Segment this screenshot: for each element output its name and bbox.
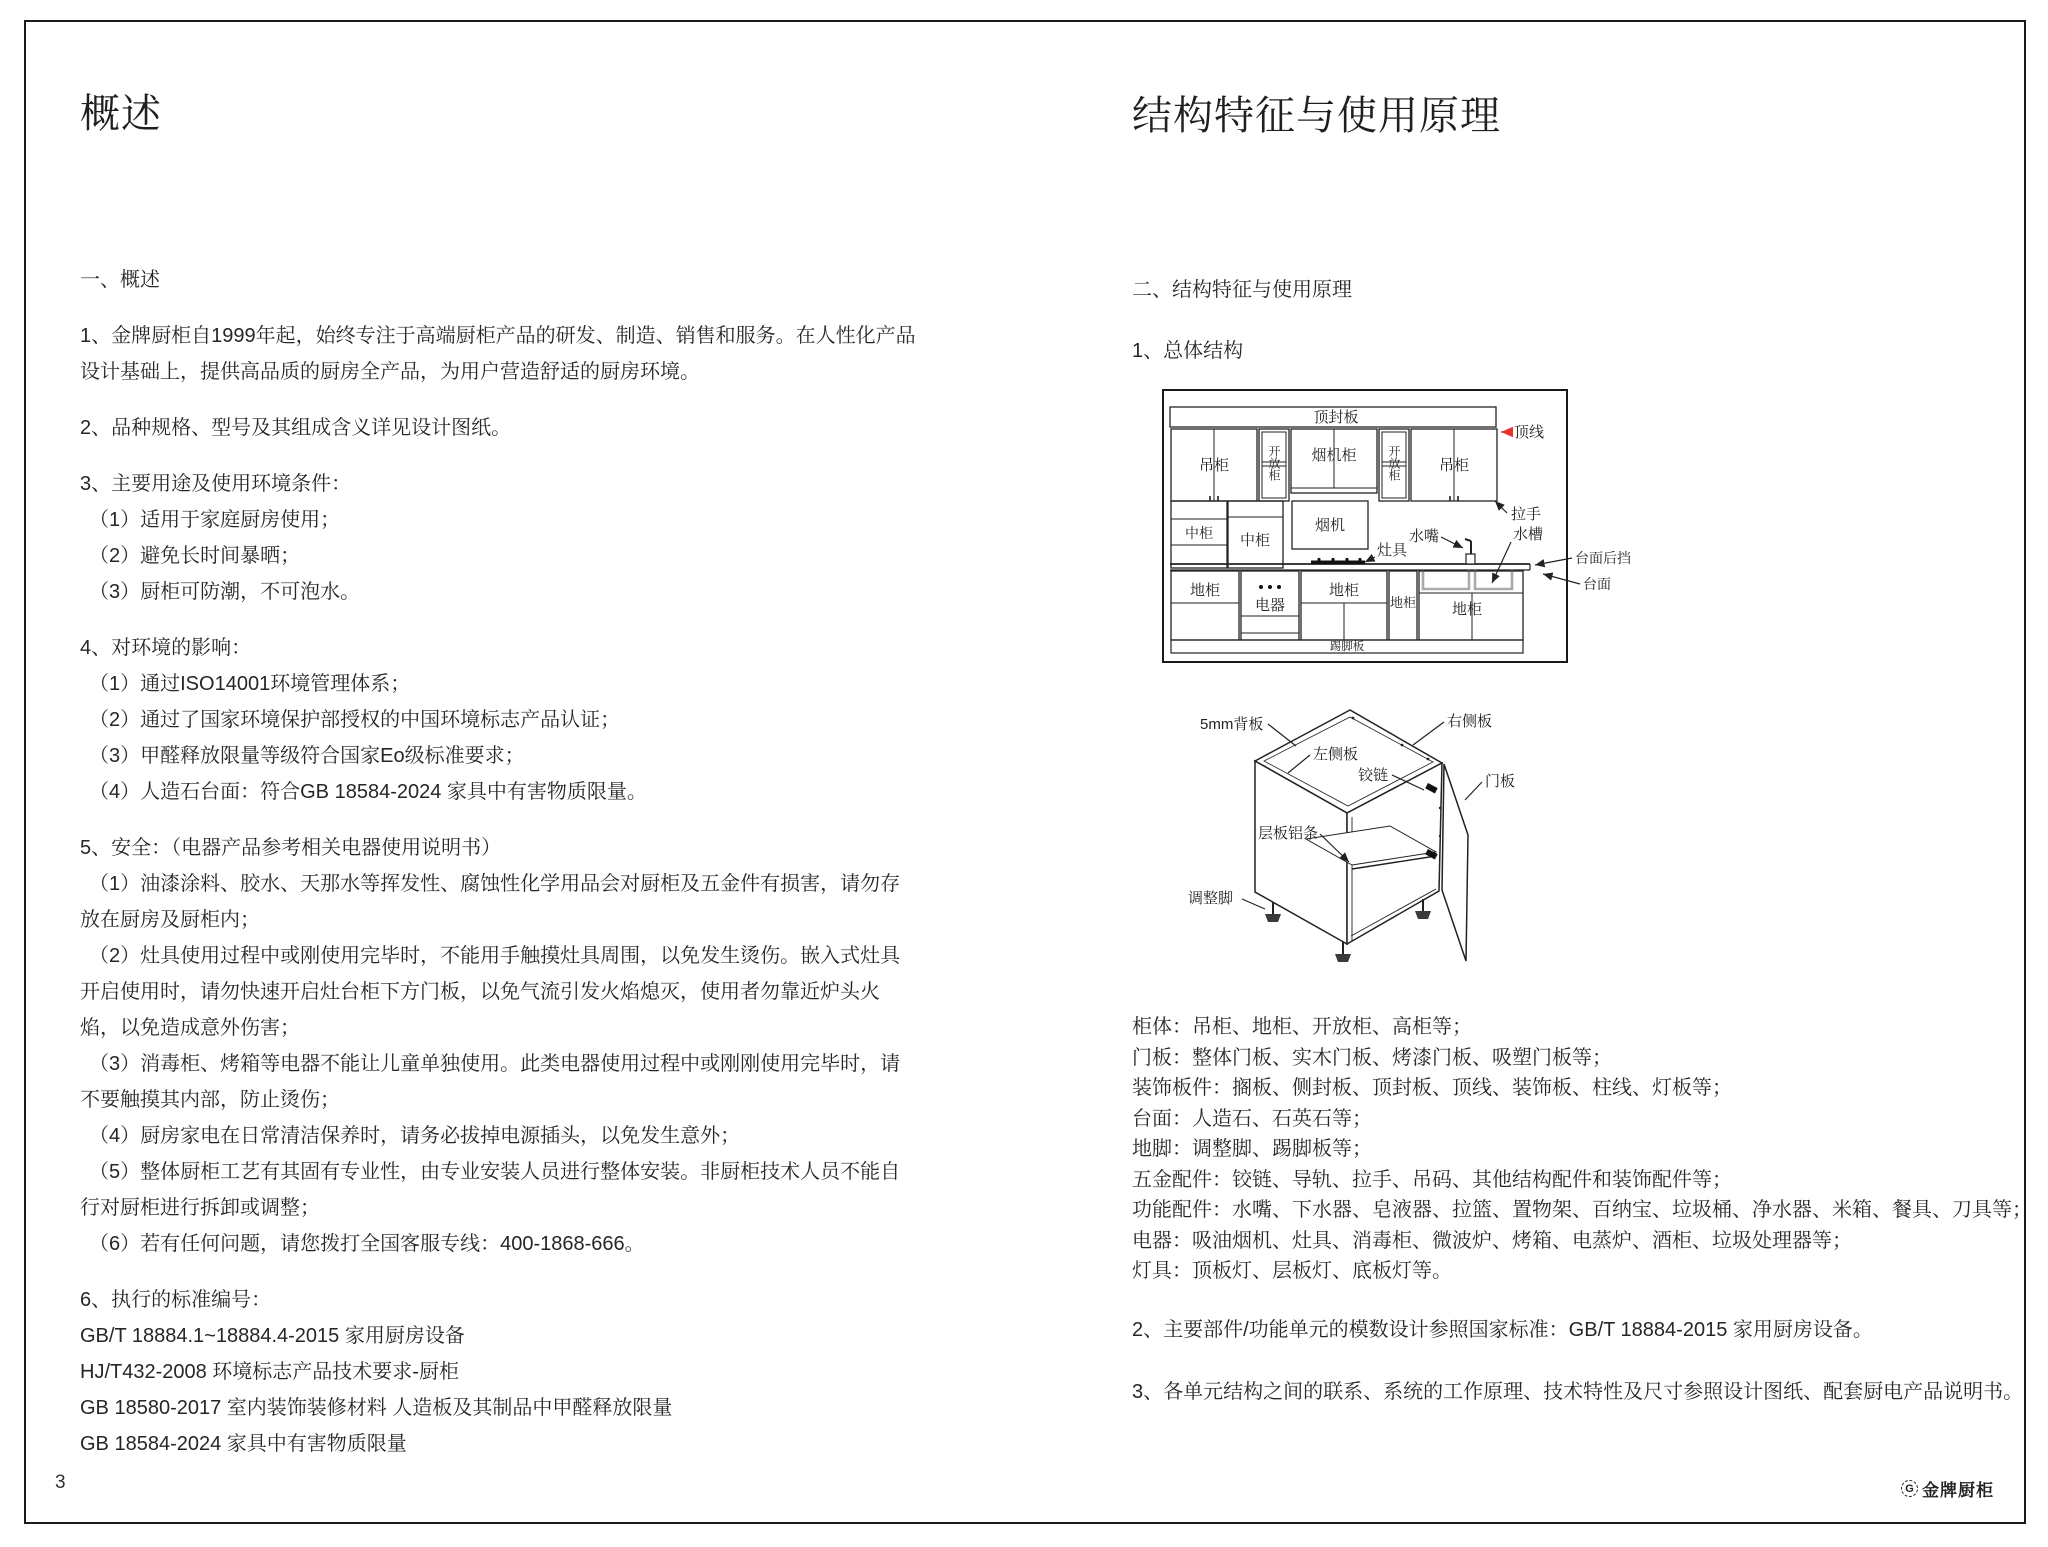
paragraph-block [80,830,918,1262]
paragraph-line: （2）灶具使用过程中或刚使用完毕时，不能用手触摸灶具周围，以免发生烫伤。嵌入式灶具开启使用时，请勿快速开启灶台柜下方门板，以免气流引发火焰熄灭，使用者勿靠近炉头火焰，以免造成意外伤害； [80,945,901,1039]
paragraph-line: （2）通过了国家环境保护部授权的中国环境标志产品认证； [89,709,621,731]
page-title-structure: 结构特征与使用原理 [1132,94,1501,138]
subsection-heading: 1、总体结构 [1132,340,1244,362]
label-faucet: 水嘴 [1408,528,1439,545]
paragraph-block [80,630,918,810]
label-cooktop: 灶具 [1377,542,1408,559]
brand-logo [1901,1476,1994,1501]
standard-line: GB/T 18884.1~18884.4-2015 家用厨房设备 [80,1325,465,1347]
label-shelf-strip: 层板铝条 [1258,825,1319,842]
component-line: 电器：吸油烟机、灶具、消毒柜、微波炉、烤箱、电蒸炉、酒柜、垃圾处理器等； [1132,1229,1852,1252]
section-heading: 一、概述 [80,269,160,291]
components-list [1132,1012,2032,1287]
component-line: 装饰板件：搁板、侧封板、顶封板、顶线、装饰板、柱线、灯板等； [1132,1077,1732,1099]
paragraph-line: 1、金牌厨柜自1999年起，始终专注于高端厨柜产品的研发、制造、销售和服务。在人性化产品设计基础上，提供高品质的厨房全产品，为用户营造舒适的厨房环境。 [80,325,916,383]
label-top-panel: 顶封板 [1313,409,1359,426]
label-base-cabinet-4: 地柜 [1451,601,1483,618]
standard-line: HJ/T432-2008 环境标志产品技术要求-厨柜 [80,1361,459,1383]
label-handle: 拉手 [1511,506,1542,523]
label-hood-cabinet: 烟机柜 [1311,447,1357,464]
elevation-frame [1163,390,1567,662]
paragraph-block [80,410,918,446]
label-hinge: 铰链 [1358,767,1389,784]
paragraph-line: （5）整体厨柜工艺有其固有专业性，由专业安装人员进行整体安装。非厨柜技术人员不能自行对厨柜进行拆卸或调整； [80,1161,901,1219]
paragraph-line: （4）人造石台面：符合GB 18584-2024 家具中有害物质限量。 [89,781,647,803]
paragraph-line: 6、执行的标准编号： [80,1289,272,1311]
label-base-cabinet-2: 地柜 [1328,582,1360,599]
section-heading: 二、结构特征与使用原理 [1132,279,1352,301]
component-line: 门板：整体门板、实木门板、烤漆门板、吸塑门板等； [1132,1046,1612,1069]
label-appliance: 电器 [1254,597,1286,614]
label-base-cabinet-1: 地柜 [1189,582,1221,599]
label-top-line: 顶线 [1514,424,1545,441]
left-column-body [80,262,918,1462]
paragraph-line: （6）若有任何问题，请您拨打全国客服专线：400-1868-666。 [89,1233,645,1255]
paragraph-line: 2、品种规格、型号及其组成含义详见设计图纸。 [80,417,512,439]
brand-g-icon: G [1901,1480,1918,1497]
label-back-panel: 5mm背板 [1200,716,1264,733]
paragraph-block [80,1282,918,1462]
component-line: 柜体：吊柜、地柜、开放柜、高柜等； [1132,1016,1472,1038]
label-adjust-foot: 调整脚 [1188,890,1234,907]
right-column [1132,90,2032,1407]
paragraph-line: （4）厨房家电在日常清洁保养时，请务必拔掉电源插头，以免发生意外； [89,1125,741,1147]
component-line: 地脚：调整脚、踢脚板等； [1132,1138,1372,1160]
paragraph-line: 5、安全：（电器产品参考相关电器使用说明书） [80,837,502,859]
elevation-diagram-wrap [1161,388,2032,679]
label-wall-cabinet-left: 吊柜 [1198,457,1230,474]
paragraph-line: 3、主要用途及使用环境条件： [80,473,352,495]
label-kick-board: 踢脚板 [1329,641,1365,653]
brand-name: 金牌厨柜 [1922,1481,1994,1500]
paragraph-line: （1）油漆涂料、胶水、天那水等挥发性、腐蚀性化学用品会对厨柜及五金件有损害，请勿存放在厨房及厨柜内； [80,873,901,931]
label-mid-cabinet-right: 中柜 [1239,532,1271,549]
cabinet-3d-wrap [1150,693,2032,998]
paragraph-line: 4、对环境的影响： [80,637,252,659]
standard-line: GB 18580-2017 室内装饰装修材料 人造板及其制品中甲醛释放限量 [80,1397,673,1419]
component-line: 灯具：顶板灯、层板灯、底板灯等。 [1132,1260,1452,1282]
paragraph-line: （3）厨柜可防潮，不可泡水。 [89,581,361,603]
left-column [80,88,918,1482]
component-line: 台面：人造石、石英石等； [1132,1107,1372,1130]
label-mid-cabinet-left: 中柜 [1185,525,1213,541]
paragraph-line: （3）甲醛释放限量等级符合国家Eo级标准要求； [89,745,525,767]
paragraph-line: 3、各单元结构之间的联系、系统的工作原理、技术特性及尺寸参照设计图纸、配套厨电产品说明书。 [1132,1380,2024,1403]
page-title-overview: 概述 [80,92,162,136]
label-hood: 烟机 [1314,517,1346,534]
label-door-panel: 门板 [1485,773,1516,790]
label-open-cabinet-right: 开放柜 [1387,445,1401,481]
label-left-panel: 左侧板 [1313,746,1359,763]
label-counter-back: 台面后挡 [1575,550,1631,566]
component-line: 五金配件：铰链、导轨、拉手、吊码、其他结构配件和装饰配件等； [1132,1168,1732,1191]
paragraph-line: （1）适用于家庭厨房使用； [89,509,341,531]
paragraph-line: （1）通过ISO14001环境管理体系； [89,673,411,695]
component-line: 功能配件：水嘴、下水器、皂液器、拉篮、置物架、百纳宝、垃圾桶、净水器、米箱、餐具、刀具等； [1132,1199,2032,1221]
paragraph-block [80,318,918,390]
label-base-cabinet-3: 地柜 [1389,595,1417,610]
paragraph-block [80,466,918,610]
page-number: 3 [55,1472,66,1493]
paragraph-line: （3）消毒柜、烤箱等电器不能让儿童单独使用。此类电器使用过程中或刚刚使用完毕时，请不要触摸其内部，防止烫伤； [80,1053,901,1111]
paragraph-line: 2、主要部件/功能单元的模数设计参照国家标准：GB/T 18884-2015 家用厨房设备。 [1132,1318,1873,1341]
label-right-panel: 右侧板 [1447,713,1493,730]
label-sink: 水槽 [1513,526,1544,543]
standard-line: GB 18584-2024 家具中有害物质限量 [80,1433,407,1455]
elevation-diagram [1161,388,1661,674]
label-open-cabinet-left: 开放柜 [1267,445,1281,481]
label-wall-cabinet-right: 吊柜 [1438,457,1470,474]
label-countertop: 台面 [1583,576,1611,592]
cabinet-3d-diagram [1150,693,1650,993]
paragraph-line: （2）避免长时间暴晒； [89,545,301,567]
